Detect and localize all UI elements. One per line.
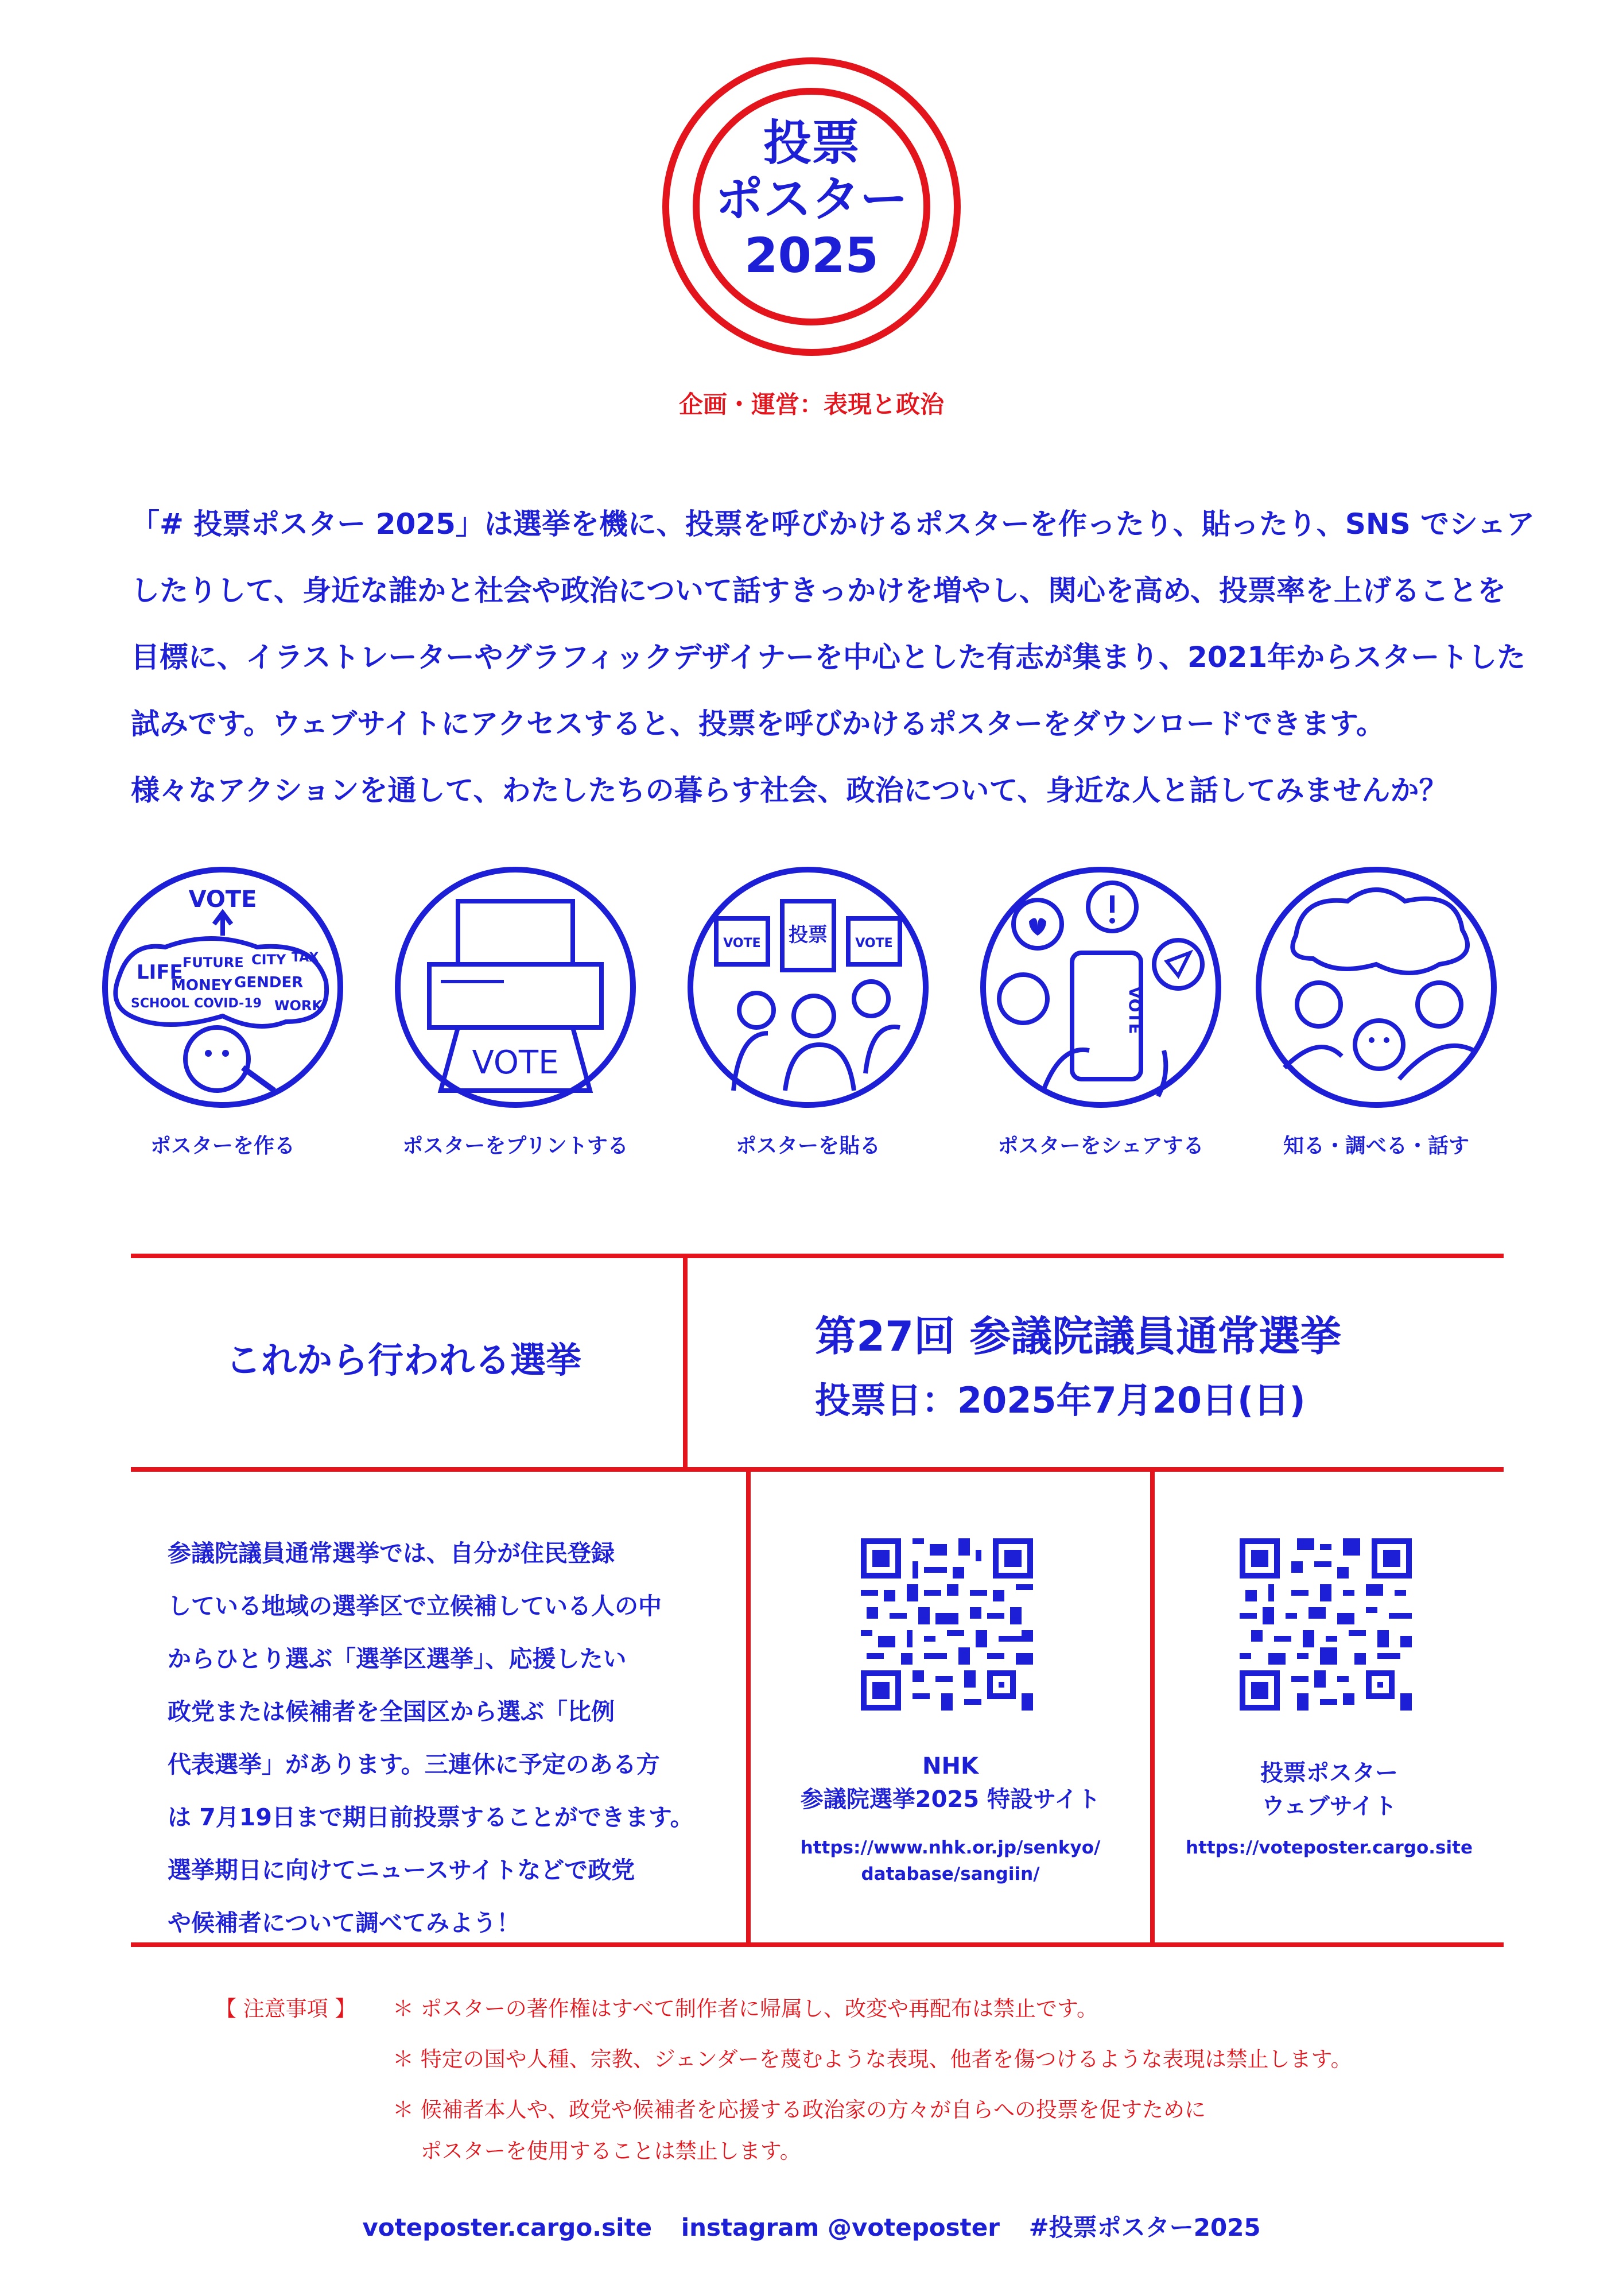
notice-item: ＊ 特定の国や人種、宗教、ジェンダーを蔑むような表現、他者を傷つけるような表現は禁止します。 [393,2047,1352,2072]
voteposter-link-title-line-2: ウェブサイト [1261,1793,1397,1820]
icon-word: WORK [274,998,323,1014]
divider [1150,1467,1155,1947]
divider [683,1254,688,1472]
logo [693,115,930,284]
description-line: 選挙期日に向けてニュースサイトなどで政党 [168,1856,635,1884]
intro-paragraph [131,491,1535,824]
notice-item: ＊ ポスターの著作権はすべて制作者に帰属し、改変や再配布は禁止です。 [393,1996,1098,2021]
icon-vote-text: VOTE [188,886,257,913]
logo-line-2: ポスター [715,171,908,227]
election-date: 投票日：2025年7月20日(日) [815,1379,1306,1421]
organizer: 企画・運営：表現と政治 [678,390,944,418]
nhk-link-title-line-1: NHK [922,1753,979,1779]
description-line: している地域の選挙区で立候補している人の中 [168,1592,662,1620]
icon-word: GENDER [234,974,304,991]
icon-ticket-text: 投票 [789,924,828,947]
intro-line: 様々なアクションを通して、わたしたちの暮らす社会、政治について、身近な人と話してみませんか？ [131,774,1448,807]
action-label: ポスターを貼る [735,1134,880,1158]
icon-word: COVID-19 [194,996,262,1011]
election-title: 第27回 参議院議員通常選挙 [815,1312,1342,1360]
description-line: からひとり選ぶ「選挙区選挙」、応援したい [168,1645,627,1673]
action-talk [1244,861,1508,1159]
divider [131,1254,1504,1258]
nhk-link-title [751,1750,1150,1816]
nhk-url-line-2: database/sangiin/ [861,1864,1040,1884]
icon-vote-text: VOTE [472,1044,559,1081]
pencil-head-icon [96,861,349,1114]
icon-word: CITY [251,952,286,968]
upcoming-heading: これから行われる選挙 [225,1339,581,1381]
voteposter-qr-code[interactable] [1234,1533,1418,1716]
icon-vote-text: VOTE [723,936,761,951]
footer [0,2209,1623,2243]
intro-line: したりして、身近な誰かと社会や政治について話すきっかけを増やし、関心を高め、投票率を上げることを [131,574,1506,607]
nhk-qr-code[interactable] [855,1533,1039,1716]
notice-item: ポスターを使用することは禁止します。 [393,2139,801,2163]
icon-word: FUTURE [183,955,244,971]
icon-vote-text: VOTE [1125,986,1144,1034]
nhk-url[interactable] [751,1835,1150,1887]
logo-line-3: 2025 [744,227,879,284]
divider [131,1467,1504,1472]
intro-line: 目標に、イラストレーターやグラフィックデザイナーを中心とした有志が集まり、2021年からスタートした [131,641,1526,674]
intro-line: 試みです。ウェブサイトにアクセスすると、投票を呼びかけるポスターをダウンロードできます。 [131,707,1385,740]
icon-word: LIFE [137,961,183,984]
people-talking-icon [1250,861,1502,1114]
description-line: や候補者について調べてみよう！ [168,1909,521,1937]
voteposter-link-title-line-1: 投票ポスター [1260,1760,1398,1786]
nhk-link-title-line-2: 参議院選挙2025 特設サイト [800,1786,1101,1813]
description-line: 政党または候補者を全国区から選ぶ「比例 [168,1698,615,1725]
logo-line-1: 投票 [763,115,860,171]
action-label: ポスターをシェアする [997,1134,1204,1158]
voteposter-url[interactable] [1155,1835,1504,1861]
icon-word: MONEY [171,977,232,994]
action-share [969,861,1233,1159]
divider [746,1467,751,1947]
footer-site-link[interactable]: voteposter.cargo.site [362,2213,653,2241]
posting-posters-icon [682,861,934,1114]
voteposter-link-title [1155,1756,1504,1823]
footer-instagram-link[interactable]: instagram @voteposter [681,2213,1000,2241]
action-label: 知る・調べる・話す [1283,1134,1469,1158]
notice-item: ＊ 候補者本人や、政党や候補者を応援する政治家の方々が自らへの投票を促すために [393,2097,1206,2122]
action-label: ポスターを作る [150,1134,295,1158]
icon-word: SCHOOL [131,996,189,1011]
description-line: 代表選挙」があります。三連休に予定のある方 [168,1751,660,1778]
description-line: は 7月19日まで期日前投票することができます。 [168,1804,694,1831]
icon-vote-text: VOTE [855,936,893,951]
description-line: 参議院議員通常選挙では、自分が住民登録 [168,1539,615,1567]
footer-hashtag: #投票ポスター2025 [1028,2213,1261,2241]
icon-word: TAX [292,951,319,965]
phone-share-icon [974,861,1227,1114]
election-description [168,1527,713,1949]
notice-heading: 【 注意事項 】 [215,1996,356,2021]
nhk-url-line-1: https://www.nhk.or.jp/senkyo/ [800,1837,1101,1858]
action-label: ポスターをプリントする [402,1134,628,1158]
action-make [91,861,355,1159]
printer-icon [389,861,642,1114]
action-post [676,861,940,1159]
intro-line: 「# 投票ポスター 2025」は選挙を機に、投票を呼びかけるポスターを作ったり、貼ったり、SNS でシェア [131,507,1535,541]
voteposter-url-line-1: https://voteposter.cargo.site [1186,1837,1473,1858]
action-print [383,861,647,1159]
